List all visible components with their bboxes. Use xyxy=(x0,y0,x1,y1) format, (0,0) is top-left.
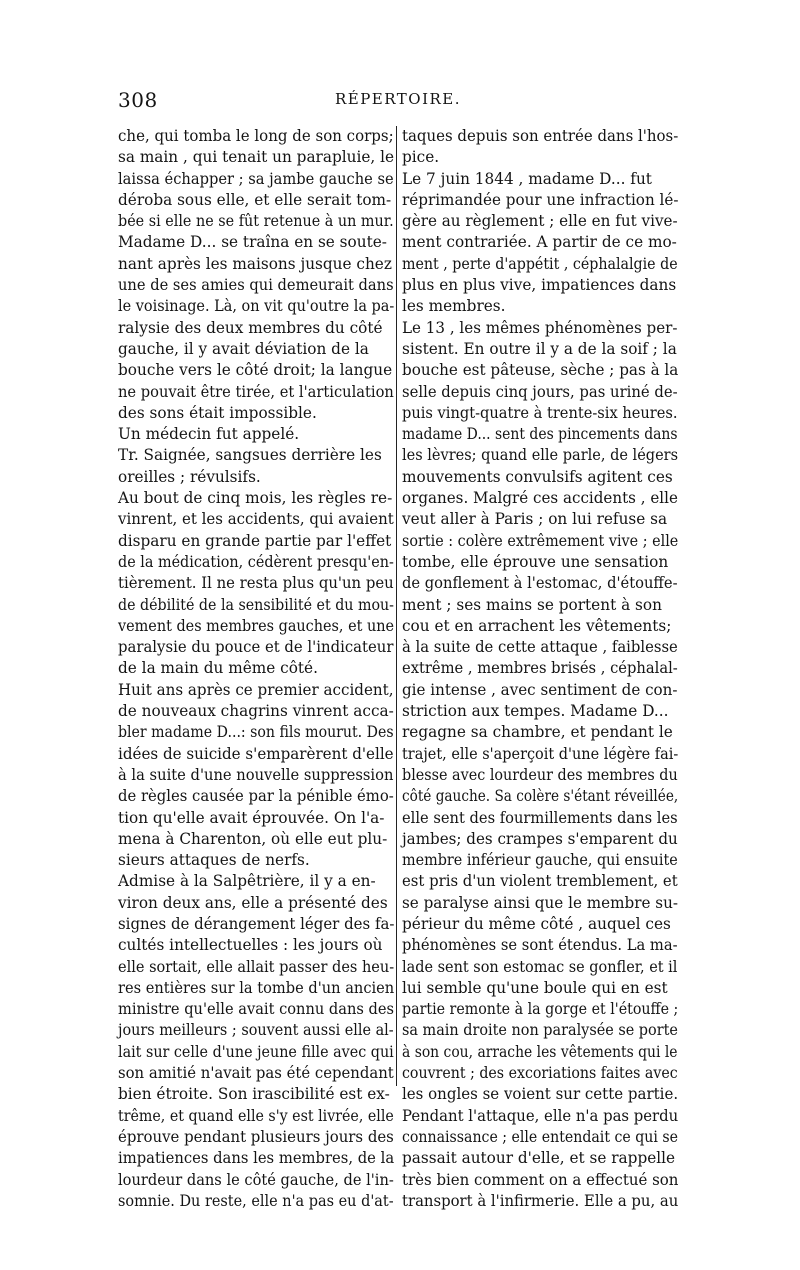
text-line: les ongles se voient sur cette partie. xyxy=(402,1085,679,1104)
text-line: tièrement. Il ne resta plus qu'un peu xyxy=(118,574,394,593)
text-line: mouvements convulsifs agitent ces xyxy=(402,467,673,486)
text-line: se paralyse ainsi que le membre su- xyxy=(402,893,678,912)
text-line: à la suite d'une nouvelle suppression xyxy=(118,765,394,784)
text-line: plus en plus vive, impatiences dans xyxy=(402,276,677,295)
text-line: vement des membres gauches, et une xyxy=(118,616,395,635)
text-line: sortie : colère extrêmement vive ; elle xyxy=(402,531,679,550)
text-line: membre inférieur gauche, qui ensuite xyxy=(402,851,678,870)
text-line: ment ; ses mains se portent à son xyxy=(402,595,662,614)
text-line: Le 7 juin 1844 , madame D... fut xyxy=(402,169,652,188)
text-line: madame D... sent des pincements dans xyxy=(402,425,678,444)
text-line: à son cou, arrache les vêtements qui le xyxy=(402,1042,678,1061)
text-line: vinrent, et les accidents, qui avaient xyxy=(118,510,394,529)
text-line: éprouve pendant plusieurs jours des xyxy=(118,1127,394,1146)
text-line: sistent. En outre il y a de la soif ; la xyxy=(402,339,677,358)
text-line: réprimandée pour une infraction lé- xyxy=(402,190,679,209)
text-line: gauche, il y avait déviation de la xyxy=(118,339,369,358)
text-line: bouche est pâteuse, sèche ; pas à la xyxy=(402,361,679,380)
text-line: Le 13 , les mêmes phénomènes per- xyxy=(402,318,678,337)
text-line: striction aux tempes. Madame D... xyxy=(402,702,669,721)
text-line: Huit ans après ce premier accident, xyxy=(118,680,394,699)
text-line: Madame D... se traîna en se soute- xyxy=(118,233,387,252)
text-line: trême, et quand elle s'y est livrée, elle xyxy=(118,1106,394,1125)
text-line: gère au règlement ; elle en fut vive- xyxy=(402,212,678,231)
text-line: jambes; des crampes s'emparent du xyxy=(402,829,678,848)
page-header xyxy=(118,88,678,114)
text-line: couvrent ; des excoriations faites avec xyxy=(402,1064,678,1083)
text-line: phénomènes se sont étendus. La ma- xyxy=(402,936,678,955)
text-line: che, qui tomba le long de son corps; xyxy=(118,127,394,145)
text-line: périeur du même côté , auquel ces xyxy=(402,914,671,933)
text-line: pice. xyxy=(402,148,440,167)
text-line: déroba sous elle, et elle serait tom- xyxy=(118,190,392,209)
text-line: signes de dérangement léger des fa- xyxy=(118,914,395,933)
text-line: bler madame D...: son fils mourut. Des xyxy=(118,723,394,742)
text-line: de nouveaux chagrins vinrent acca- xyxy=(118,702,394,721)
text-line: jours meilleurs ; souvent aussi elle al- xyxy=(118,1021,394,1040)
column-divider-rule xyxy=(396,126,397,1086)
text-line: idées de suicide s'emparèrent d'elle xyxy=(118,744,394,763)
text-line: veut aller à Paris ; on lui refuse sa xyxy=(402,510,668,529)
text-line: une de ses amies qui demeurait dans xyxy=(118,276,394,295)
text-line: extrême , membres brisés , céphalal- xyxy=(402,659,678,678)
text-line: Tr. Saignée, sangsues derrière les xyxy=(118,446,382,465)
text-line: Un médecin fut appelé. xyxy=(118,425,300,444)
text-line: à la suite de cette attaque , faiblesse xyxy=(402,638,678,657)
text-line: taques depuis son entrée dans l'hos- xyxy=(402,127,679,145)
text-line: regagne sa chambre, et pendant le xyxy=(402,723,673,742)
text-line: les membres. xyxy=(402,297,506,316)
text-line: côté gauche. Sa colère s'étant réveillée, xyxy=(402,787,679,806)
text-line: bée si elle ne se fût retenue à un mur. xyxy=(118,212,394,231)
text-line: lourdeur dans le côté gauche, de l'in- xyxy=(118,1170,394,1189)
text-line: de règles causée par la pénible émo- xyxy=(118,787,394,806)
text-line: nant après les maisons jusque chez xyxy=(118,254,392,273)
text-line: oreilles ; révulsifs. xyxy=(118,467,261,486)
text-line: elle sortait, elle allait passer des heu- xyxy=(118,957,395,976)
text-line: mena à Charenton, où elle eut plu- xyxy=(118,829,388,848)
page-number: 308 xyxy=(118,88,158,112)
running-head: RÉPERTOIRE. xyxy=(334,90,462,108)
text-line: de la main du même côté. xyxy=(118,659,318,678)
text-line: trajet, elle s'aperçoit d'une légère fai- xyxy=(402,744,679,763)
text-line: elle sent des fourmillements dans les xyxy=(402,808,678,827)
text-line: le voisinage. Là, on vit qu'outre la pa- xyxy=(118,297,395,316)
text-line: laissa échapper ; sa jambe gauche se xyxy=(118,169,394,188)
text-line: passait autour d'elle, et se rappelle xyxy=(402,1149,676,1168)
text-line: connaissance ; elle entendait ce qui se xyxy=(402,1127,678,1146)
text-line: ment contrariée. A partir de ce mo- xyxy=(402,233,677,252)
text-line: bouche vers le côté droit; la langue xyxy=(118,361,393,380)
text-line: ment , perte d'appétit , céphalalgie de xyxy=(402,254,678,273)
text-line: de débilité de la sensibilité et du mou- xyxy=(118,595,394,614)
text-line: viron deux ans, elle a présenté des xyxy=(118,893,388,912)
text-line: somnie. Du reste, elle n'a pas eu d'at- xyxy=(118,1191,394,1210)
text-line: Admise à la Salpêtrière, il y a en- xyxy=(118,872,376,891)
text-line: est pris d'un violent tremblement, et xyxy=(402,872,678,891)
text-line: tombe, elle éprouve une sensation xyxy=(402,552,669,571)
text-line: Au bout de cinq mois, les règles re- xyxy=(118,489,393,508)
text-line: disparu en grande partie par l'effet xyxy=(118,531,392,550)
text-line: Pendant l'attaque, elle n'a pas perdu xyxy=(402,1106,679,1125)
text-line: lui semble qu'une boule qui en est xyxy=(402,978,668,997)
text-line: lade sent son estomac se gonfler, et il xyxy=(402,957,678,976)
text-line: lait sur celle d'une jeune fille avec qui xyxy=(118,1042,394,1061)
text-line: ministre qu'elle avait connu dans des xyxy=(118,1000,394,1019)
text-line: ne pouvait être tirée, et l'articulation xyxy=(118,382,394,401)
text-line: son amitié n'avait pas été cependant xyxy=(118,1064,394,1083)
text-line: partie remonte à la gorge et l'étouffe ; xyxy=(402,1000,679,1019)
text-line: paralysie du pouce et de l'indicateur xyxy=(118,638,394,657)
text-line: organes. Malgré ces accidents , elle xyxy=(402,489,678,508)
text-line: des sons était impossible. xyxy=(118,403,317,422)
text-line: cultés intellectuelles : les jours où xyxy=(118,936,383,955)
text-line: de la médication, cédèrent presqu'en- xyxy=(118,552,394,571)
text-line: blesse avec lourdeur des membres du xyxy=(402,765,678,784)
text-line: ralysie des deux membres du côté xyxy=(118,318,383,337)
text-line: très bien comment on a effectué son xyxy=(402,1170,679,1189)
text-line: les lèvres; quand elle parle, de légers xyxy=(402,446,679,465)
text-line: transport à l'infirmerie. Elle a pu, au xyxy=(402,1191,679,1210)
text-line: impatiences dans les membres, de la xyxy=(118,1149,395,1168)
text-line: tion qu'elle avait éprouvée. On l'a- xyxy=(118,808,385,827)
text-line: puis vingt-quatre à trente-six heures. xyxy=(402,403,678,422)
right-text-column xyxy=(402,126,682,1212)
text-line: bien étroite. Son irascibilité est ex- xyxy=(118,1085,390,1104)
text-line: sa main , qui tenait un parapluie, le xyxy=(118,148,395,167)
text-line: selle depuis cinq jours, pas uriné de- xyxy=(402,382,678,401)
text-line: res entières sur la tombe d'un ancien xyxy=(118,978,395,997)
text-line: de gonflement à l'estomac, d'étouffe- xyxy=(402,574,678,593)
text-line: gie intense , avec sentiment de con- xyxy=(402,680,678,699)
text-line: sa main droite non paralysée se porte xyxy=(402,1021,678,1040)
left-text-column xyxy=(118,126,398,1212)
text-line: sieurs attaques de nerfs. xyxy=(118,851,310,870)
text-line: cou et en arrachent les vêtements; xyxy=(402,616,672,635)
